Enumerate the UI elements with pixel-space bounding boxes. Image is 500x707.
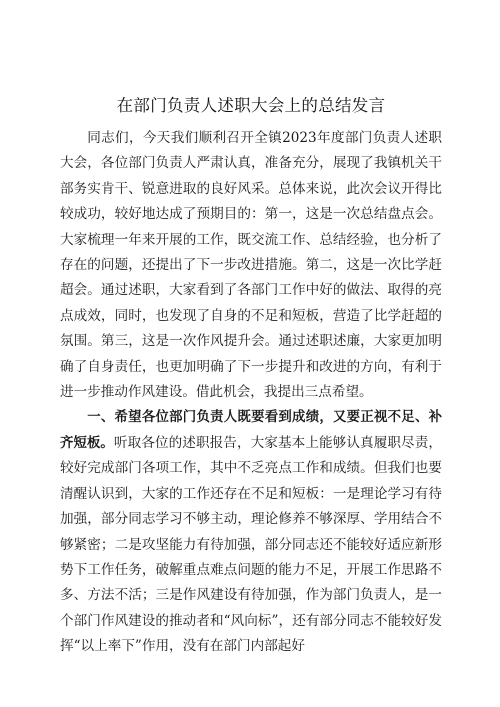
document-title: 在部门负责人述职大会上的总结发言 [116,96,386,115]
paragraph-opening [60,126,442,405]
section-one-heading: 一、希望各位部门负责人既要看到成绩，又要正视不足、补齐短板。 [60,410,442,451]
section-one-body: 听取各位的述职报告，大家基本上能够认真履职尽责，较好完成部门各项工作，其中不乏亮点工作和成绩。但我们也要清醒认识到，大家的工作还存在不足和短板：一是理论学习有待加强，部分同志学习不够主动，理论修养不够深厚、学用结合不够紧密；二是攻坚能力有待加强，部分同志还不能较好适应新形势下工作任务，破解重点难点问题的能力不足，开展工作思路不多、方法不活；三是作风建设有待加强，作为部门负责人，是一个部门作风建设的推动者和“风向标”，还有部分同志不能较好发挥“以上率下”作用，没有在部门内部起好 [60,434,443,655]
paragraph-opening-text: 同志们，今天我们顺利召开全镇2023年度部门负责人述职大会，各位部门负责人严肃认真，准备充分，展现了我镇机关干部务实肯干、锐意进取的良好风采。总体来说，此次会议开得比较成功，较好地达成了预期目的：第一，这是一次总结盘点会。大家梳理一年来开展的工作，既交流工作、总结经验，也分析了存在的问题，还提出了下一步改进措施。第二，这是一次比学赶超会。通过述职，大家看到了各部门工作中好的做法、取得的亮点成效，同时，也发现了自身的不足和短板，营造了比学赶超的氛围。第三，这是一次作风提升会。通过述职述廉，大家更加明确了自身责任，也更加明确了下一步提升和改进的方向，有利于进一步推动作风建设。借此机会，我提出三点希望。 [60,130,442,401]
paragraph-section-one [60,405,442,659]
